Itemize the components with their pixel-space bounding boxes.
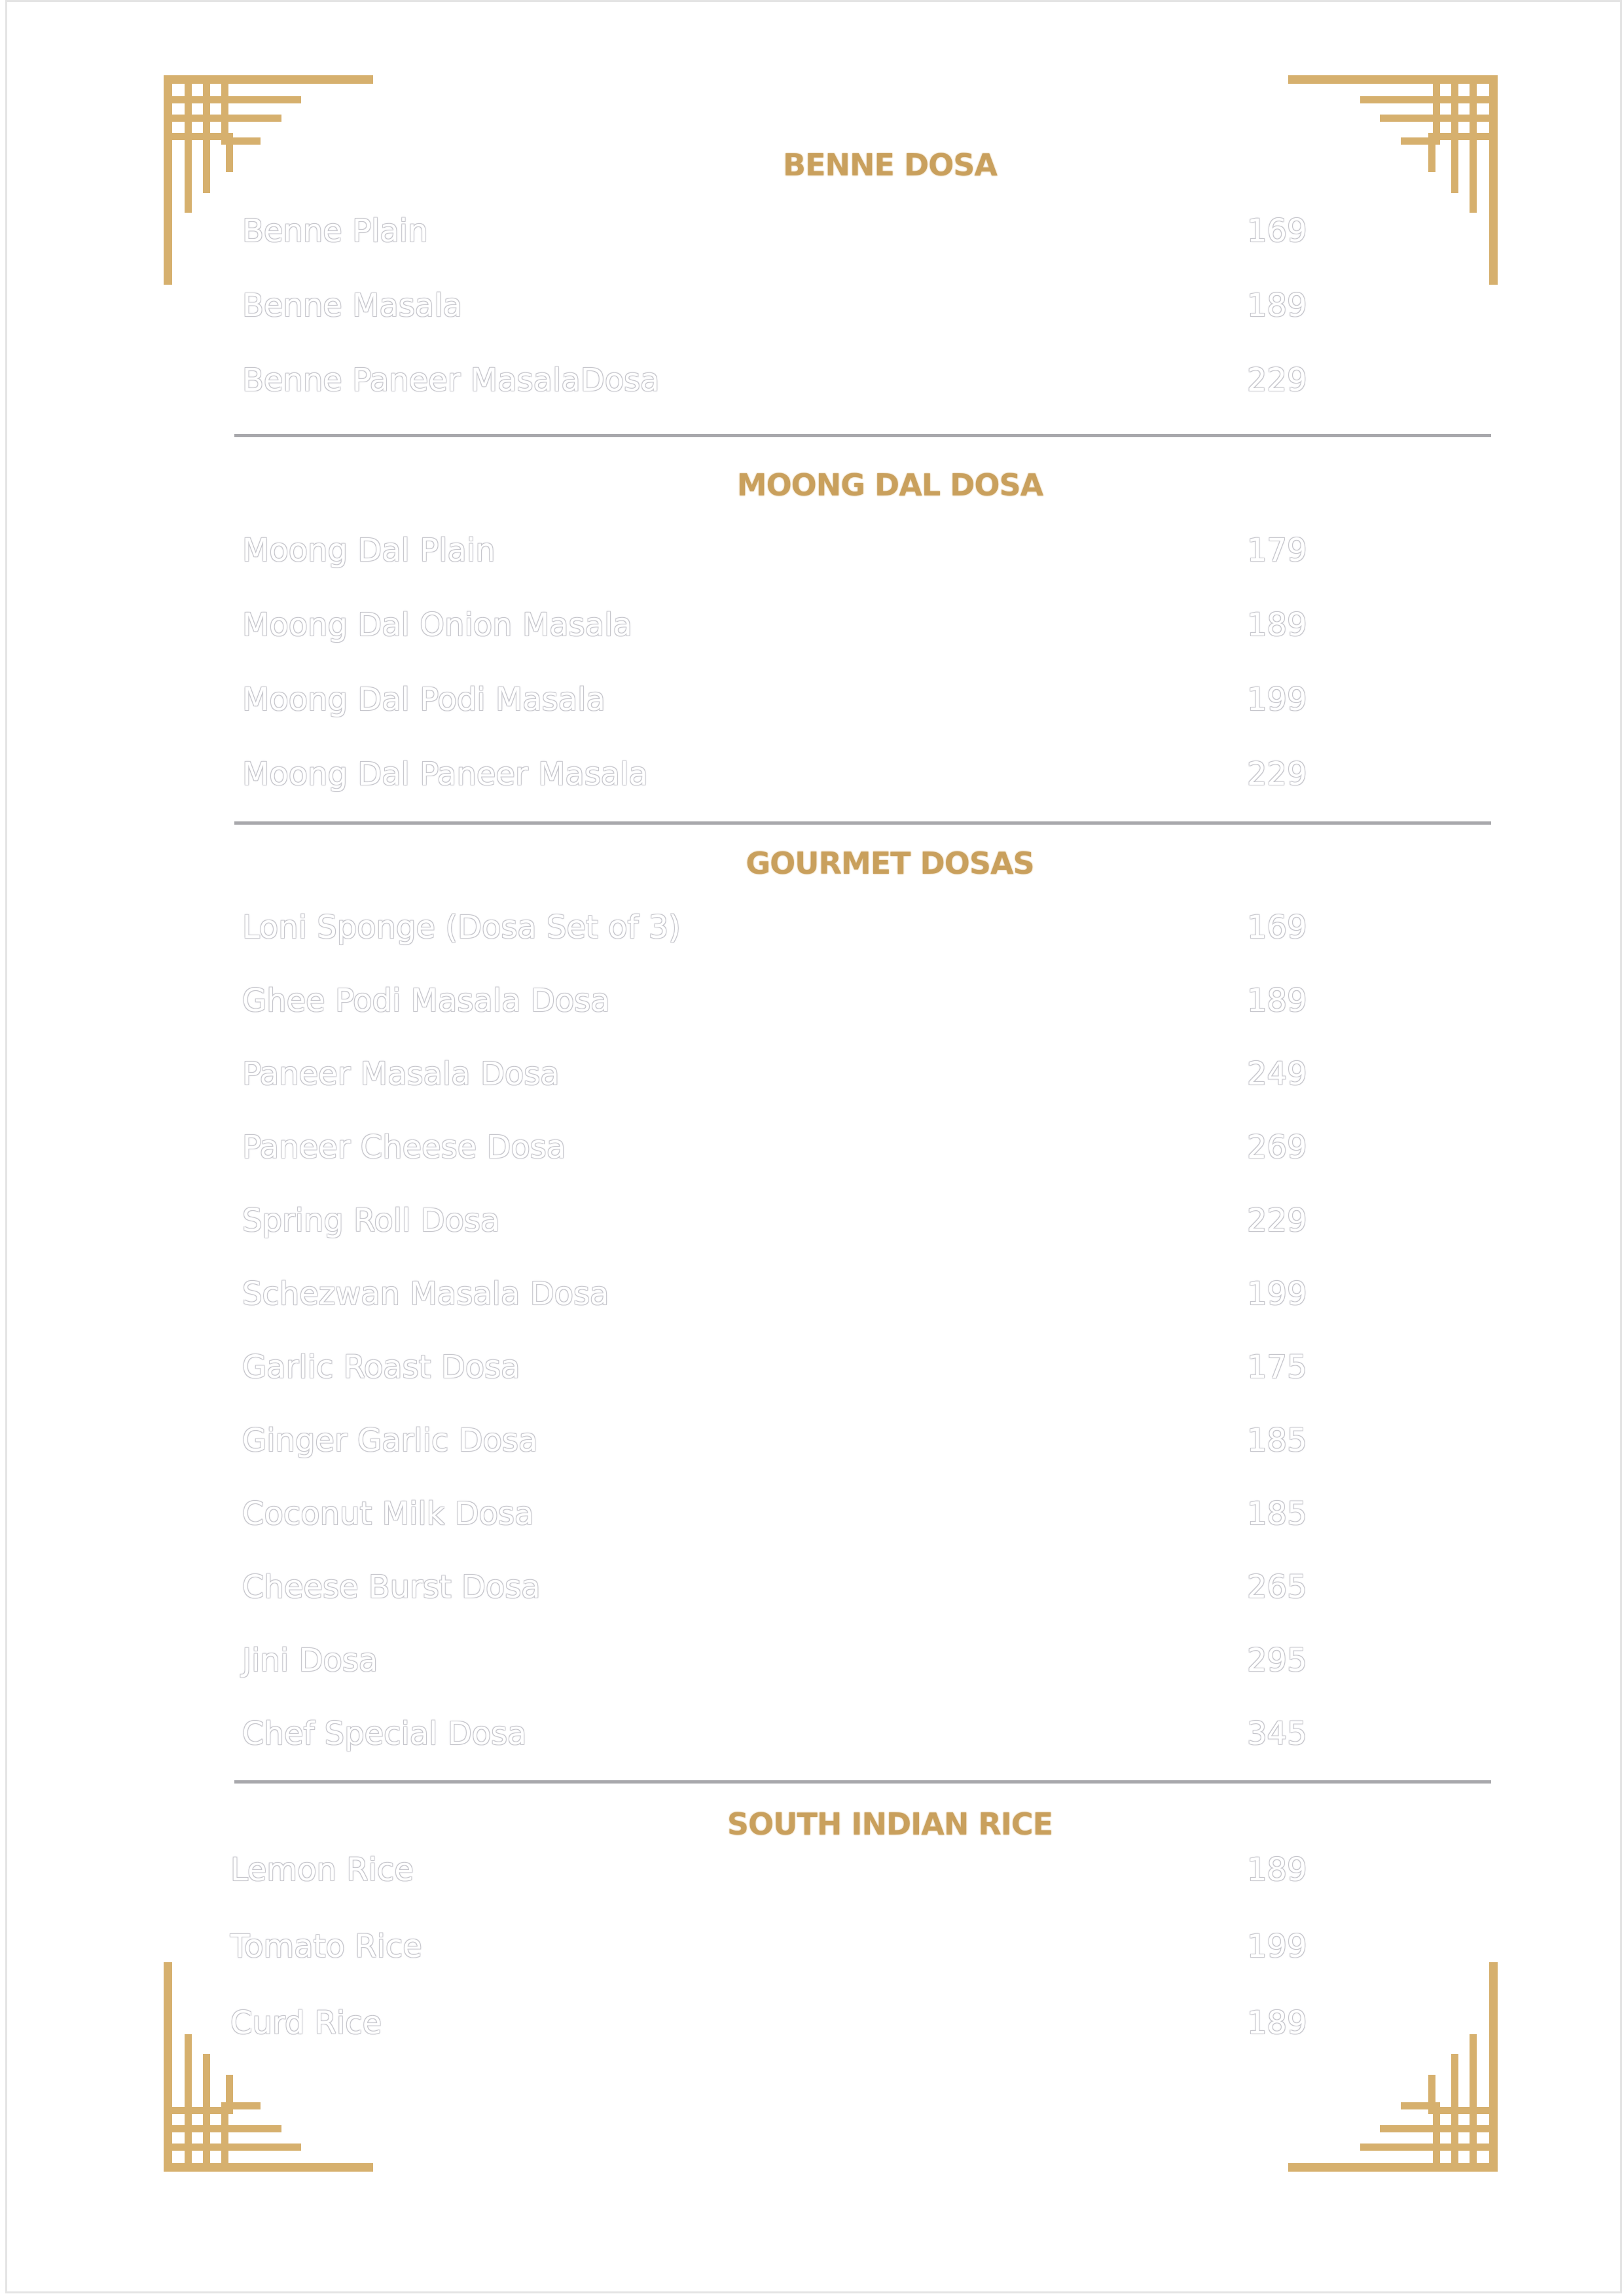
section-title-gourmet-dosas: GOURMET DOSAS — [746, 846, 1034, 881]
item-name: Schezwan Masala Dosa — [242, 1276, 609, 1312]
item-price: 189 — [1247, 2005, 1307, 2041]
ornament-icon — [1282, 75, 1498, 291]
item-name: Moong Dal Plain — [242, 532, 496, 569]
ornament-icon — [1282, 1956, 1498, 2172]
item-price: 199 — [1247, 1928, 1307, 1965]
item-name: Garlic Roast Dosa — [242, 1349, 520, 1386]
item-price: 179 — [1247, 532, 1307, 569]
item-name: Benne Plain — [242, 213, 428, 249]
menu-item — [242, 607, 1309, 646]
item-name: Tomato Rice — [230, 1928, 422, 1965]
item-name: Moong Dal Onion Masala — [242, 607, 632, 643]
item-price: 189 — [1247, 607, 1307, 643]
corner-ornament-bottom-right — [1282, 1956, 1498, 2172]
item-price: 189 — [1247, 982, 1307, 1019]
item-price: 189 — [1247, 287, 1307, 324]
item-name: Cheese Burst Dosa — [242, 1569, 541, 1605]
item-price: 199 — [1247, 681, 1307, 718]
menu-item — [242, 1276, 1309, 1315]
item-price: 199 — [1247, 1276, 1307, 1312]
section-divider — [234, 821, 1491, 825]
item-name: Spring Roll Dosa — [242, 1202, 500, 1239]
section-title-south-indian-rice: SOUTH INDIAN RICE — [727, 1806, 1053, 1842]
item-price: 249 — [1247, 1056, 1307, 1092]
item-name: Ginger Garlic Dosa — [242, 1422, 538, 1459]
item-price: 169 — [1247, 909, 1307, 946]
ornament-icon — [164, 1956, 380, 2172]
item-name: Lemon Rice — [230, 1852, 414, 1888]
item-price: 295 — [1247, 1642, 1307, 1679]
menu-item — [242, 909, 1309, 948]
item-name: Benne Paneer MasalaDosa — [242, 362, 660, 399]
item-price: 229 — [1247, 362, 1307, 399]
item-name: Coconut Milk Dosa — [242, 1496, 534, 1532]
item-name: Ghee Podi Masala Dosa — [242, 982, 610, 1019]
item-price: 175 — [1247, 1349, 1307, 1386]
menu-item — [242, 362, 1309, 401]
menu-item — [242, 982, 1309, 1022]
corner-ornament-bottom-left — [164, 1956, 380, 2172]
section-title-benne-dosa: BENNE DOSA — [783, 147, 997, 183]
item-price: 185 — [1247, 1422, 1307, 1459]
menu-item — [242, 213, 1309, 252]
item-price: 189 — [1247, 1852, 1307, 1888]
menu-item — [242, 1129, 1309, 1168]
section-divider — [234, 1780, 1491, 1784]
menu-item — [242, 1422, 1309, 1462]
item-name: Paneer Cheese Dosa — [242, 1129, 566, 1166]
menu-item — [242, 1056, 1309, 1095]
menu-item — [230, 1852, 1307, 1891]
item-price: 229 — [1247, 756, 1307, 793]
item-price: 229 — [1247, 1202, 1307, 1239]
item-name: Chef Special Dosa — [242, 1715, 527, 1752]
item-price: 185 — [1247, 1496, 1307, 1532]
item-name: Moong Dal Paneer Masala — [242, 756, 648, 793]
menu-item — [242, 1496, 1309, 1535]
item-name: Benne Masala — [242, 287, 463, 324]
section-divider — [234, 434, 1491, 437]
menu-item — [242, 1642, 1309, 1681]
ornament-icon — [164, 75, 380, 291]
item-name: Loni Sponge (Dosa Set of 3) — [242, 909, 681, 946]
item-price: 169 — [1247, 213, 1307, 249]
item-price: 345 — [1247, 1715, 1307, 1752]
menu-item — [242, 1202, 1309, 1242]
item-price: 269 — [1247, 1129, 1307, 1166]
item-name: Moong Dal Podi Masala — [242, 681, 605, 718]
menu-item — [242, 1569, 1309, 1608]
item-name: Jini Dosa — [242, 1642, 378, 1679]
menu-item — [230, 2005, 1307, 2044]
item-name: Paneer Masala Dosa — [242, 1056, 560, 1092]
menu-item — [242, 1715, 1309, 1755]
item-name: Curd Rice — [230, 2005, 382, 2041]
menu-item — [242, 1349, 1309, 1388]
menu-item — [242, 532, 1309, 571]
item-price: 265 — [1247, 1569, 1307, 1605]
menu-item — [242, 756, 1309, 795]
section-title-moong-dal-dosa: MOONG DAL DOSA — [736, 467, 1043, 503]
menu-item — [230, 1928, 1307, 1967]
menu-item — [242, 287, 1309, 327]
corner-ornament-top-right — [1282, 75, 1498, 291]
menu-item — [242, 681, 1309, 721]
corner-ornament-top-left — [164, 75, 380, 291]
